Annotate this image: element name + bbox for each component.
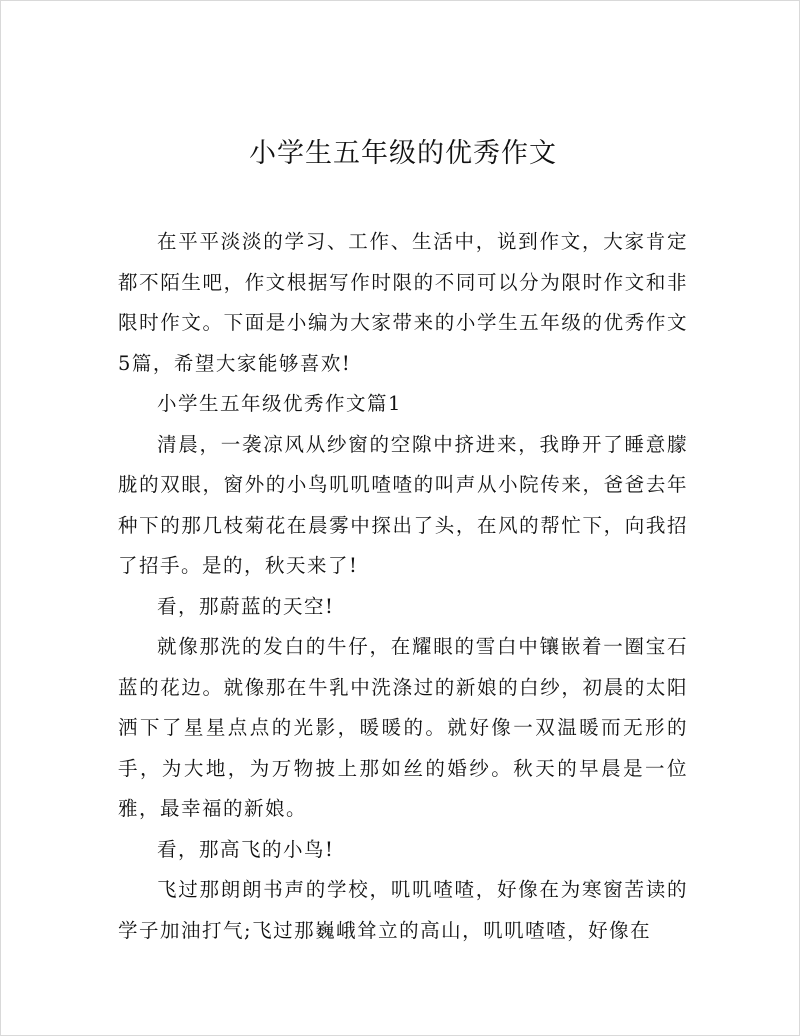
section-heading: 小学生五年级优秀作文篇1 (157, 392, 402, 415)
body-paragraph: 看，那蔚蓝的天空! (157, 594, 335, 618)
intro-paragraph: 在平平淡淡的学习、工作、生活中，说到作文，大家肯定都不陌生吧，作文根据写作时限的不同可以分为限时作文和非限时作文。下面是小编为大家带来的小学生五年级的优秀作文5篇，希望大家能够喜欢! (118, 230, 688, 375)
document-title: 小学生五年级的优秀作文 (249, 138, 557, 169)
body-paragraph: 看，那高飞的小鸟! (157, 837, 335, 861)
body-paragraph: 清晨，一袭凉风从纱窗的空隙中挤进来，我睁开了睡意朦胧的双眼，窗外的小鸟叽叽喳喳的叫声从小院传来，爸爸去年种下的那几枝菊花在晨雾中探出了头，在风的帮忙下，向我招了招手。是的，秋天来了! (118, 432, 688, 577)
body-paragraph: 就像那洗的发白的牛仔，在耀眼的雪白中镶嵌着一圈宝石蓝的花边。就像那在牛乳中洗涤过的新娘的白纱，初晨的太阳洒下了星星点点的光影，暖暖的。就好像一双温暖而无形的手，为大地，为万物披上那如丝的婚纱。秋天的早晨是一位雅，最幸福的新娘。 (118, 635, 688, 820)
document-body (118, 128, 688, 951)
body-paragraph: 飞过那朗朗书声的学校，叽叽喳喳，好像在为寒窗苦读的学子加油打气;飞过那巍峨耸立的高山，叽叽喳喳，好像在 (118, 878, 688, 942)
